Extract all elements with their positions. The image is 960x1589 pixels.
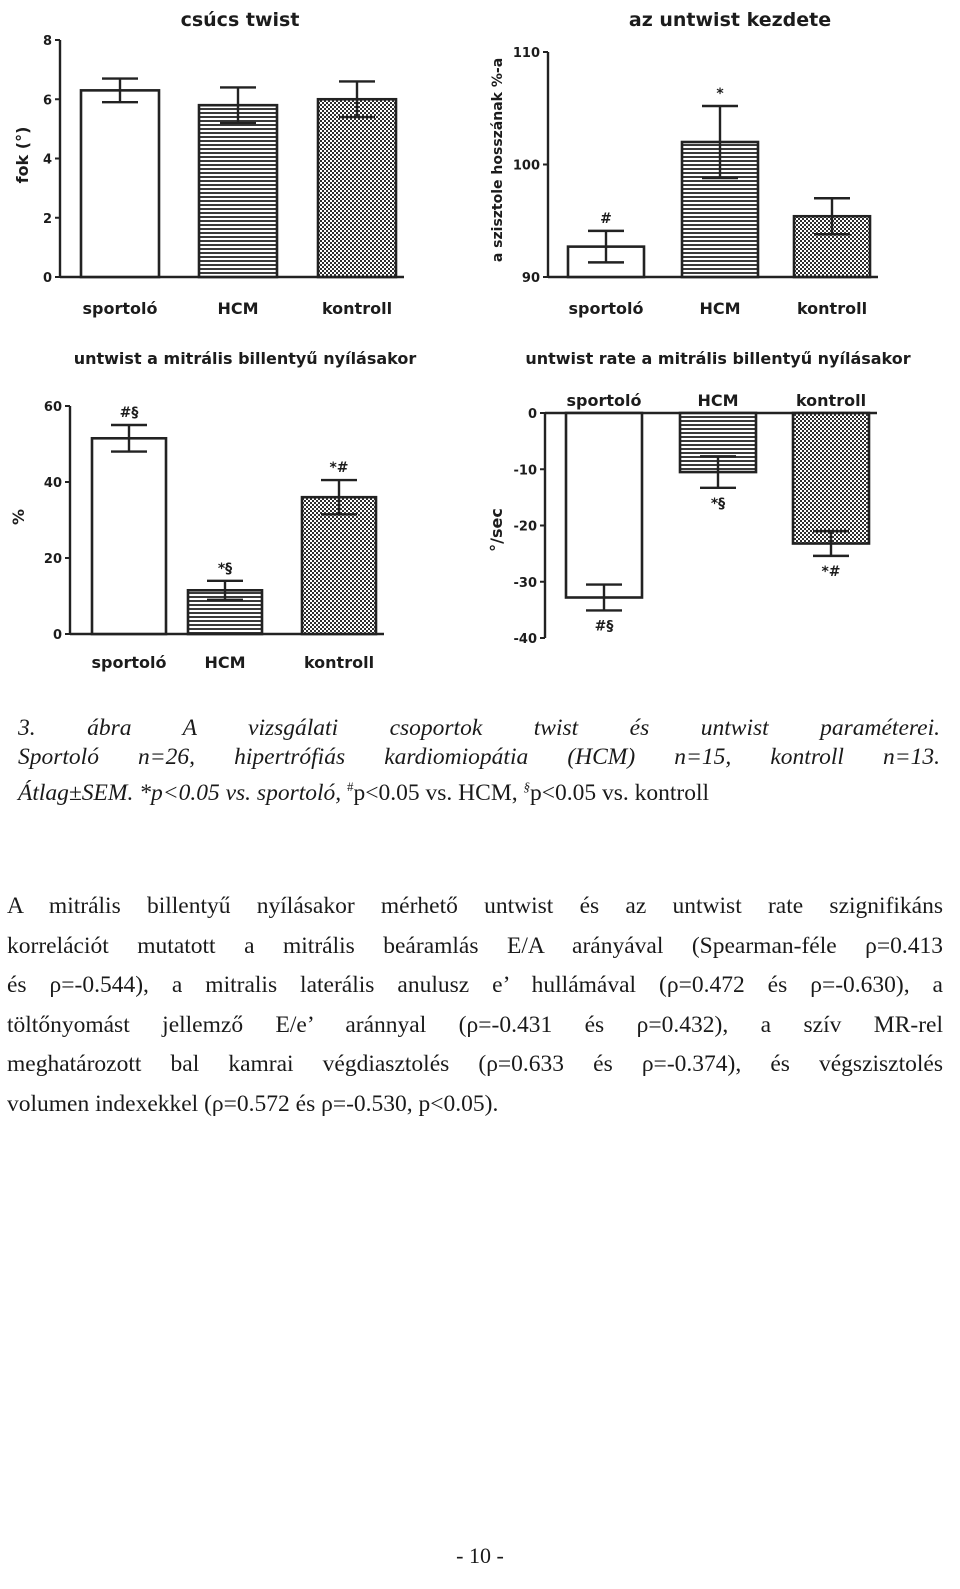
y-tick-label: -30	[513, 575, 537, 591]
category-label: sportoló	[568, 299, 644, 318]
caption-line-3-middle: p<0.05 vs. HCM,	[353, 779, 524, 806]
bar-HCM	[199, 105, 277, 277]
y-tick-label: 4	[42, 152, 52, 168]
body-line: korrelációt mutatott a mitrális beáramlás E/A arányával (Spearman-féle ρ=0.413	[7, 932, 943, 959]
body-line: és ρ=-0.544), a mitralis laterális anulusz e’ hullámával (ρ=0.472 és ρ=-0.630), a	[7, 972, 943, 999]
significance-label: *§	[217, 560, 233, 577]
y-tick-label: 8	[42, 34, 52, 49]
y-axis-label: a szisztole hosszának %-a	[490, 57, 506, 263]
significance-label: *	[716, 86, 724, 102]
significance-label: #§	[119, 405, 139, 421]
y-axis-label: fok (°)	[13, 126, 32, 184]
significance-label: *#	[821, 563, 841, 580]
y-tick-label: 6	[42, 93, 52, 109]
bar-sportoló	[81, 90, 159, 277]
significance-label: *§	[710, 495, 726, 512]
figure-3-charts	[0, 0, 960, 690]
bar-kontroll	[318, 99, 396, 277]
bar-kontroll	[302, 497, 376, 634]
caption-line-3-end: p<0.05 vs. kontroll	[529, 779, 710, 806]
page-number: - 10 -	[456, 1543, 504, 1568]
category-label: HCM	[204, 653, 246, 672]
significance-label: #	[600, 210, 612, 227]
y-tick-label: 0	[52, 628, 62, 643]
bar-sportoló	[566, 413, 642, 598]
section-superscript: §	[523, 779, 530, 794]
y-tick-label: 2	[42, 211, 52, 227]
category-label: kontroll	[796, 299, 868, 318]
bar-sportoló	[92, 438, 166, 634]
body-line: töltőnyomást jellemző E/e’ aránnyal (ρ=-0.431 és ρ=0.432), a szív MR-rel	[7, 1011, 943, 1038]
y-tick-label: 0	[42, 271, 52, 286]
y-tick-label: -40	[513, 632, 537, 647]
category-label: HCM	[697, 391, 739, 410]
caption-line-2: Sportoló n=26, hipertrófiás kardiomiopátia (HCM) n=15, kontroll n=13.	[18, 744, 940, 770]
y-tick-label: -20	[513, 519, 537, 535]
significance-label: #§	[594, 618, 614, 635]
body-line: A mitrális billentyű nyílásakor mérhető untwist és az untwist rate szignifikáns	[7, 893, 943, 919]
bar-kontroll	[793, 413, 869, 544]
chart-panel-3	[9, 349, 416, 672]
caption-line-3	[18, 772, 940, 808]
chart-title: untwist a mitrális billentyű nyílásakor	[73, 349, 417, 368]
y-axis-label: °/sec	[487, 508, 506, 552]
category-label: HCM	[217, 299, 259, 318]
chart-title: untwist rate a mitrális billentyű nyílásakor	[525, 349, 911, 368]
chart-panel-2	[490, 9, 878, 318]
body-line: volumen indexekkel (ρ=0.572 és ρ=-0.530, p<0.05).	[7, 1090, 499, 1117]
y-axis-label: %	[9, 508, 28, 526]
figure-caption	[18, 714, 940, 808]
y-tick-label: 100	[512, 158, 540, 174]
chart-title: csúcs twist	[180, 9, 300, 31]
chart-panel-4	[487, 349, 911, 647]
body-line: meghatározott bal kamrai végdiasztolés (ρ=0.633 és ρ=-0.374), és végszisztolés	[7, 1051, 943, 1078]
caption-line-3-start: Átlag±SEM. *p<0.05 vs. sportoló,	[18, 779, 348, 806]
y-tick-label: 110	[512, 46, 540, 61]
y-tick-label: 60	[43, 400, 62, 415]
category-label: kontroll	[303, 653, 375, 672]
body-paragraph	[7, 887, 943, 1125]
y-tick-label: 90	[521, 271, 540, 286]
category-label: kontroll	[795, 391, 867, 410]
hash-superscript: #	[347, 779, 354, 794]
y-tick-label: -10	[513, 463, 537, 479]
category-label: sportoló	[566, 391, 642, 410]
category-label: sportoló	[82, 299, 158, 318]
y-tick-label: 40	[43, 476, 62, 491]
caption-line-1: 3. ábra A vizsgálati csoportok twist és untwist paraméterei.	[18, 715, 940, 741]
significance-label: *#	[329, 460, 349, 477]
chart-panel-1	[13, 9, 404, 318]
y-tick-label: 20	[43, 552, 62, 567]
category-label: sportoló	[91, 653, 167, 672]
category-label: kontroll	[321, 299, 393, 318]
y-tick-label: 0	[527, 407, 537, 422]
category-label: HCM	[699, 299, 741, 318]
chart-title: az untwist kezdete	[628, 9, 832, 31]
